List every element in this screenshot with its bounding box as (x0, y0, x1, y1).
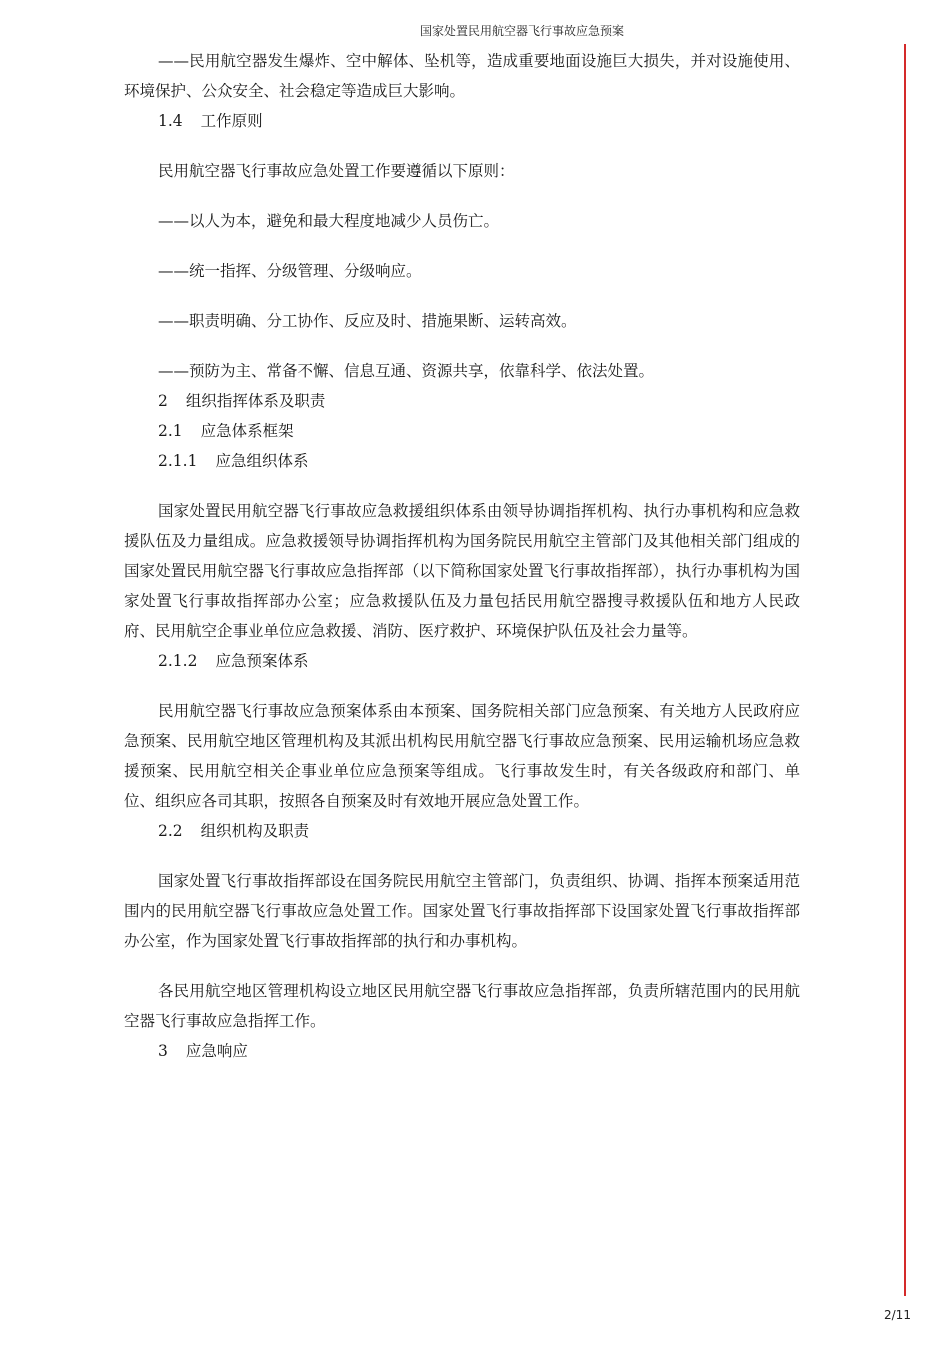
section-heading (124, 386, 800, 416)
paragraph: ——民用航空器发生爆炸、空中解体、坠机等，造成重要地面设施巨大损失，并对设施使用、环境保护、公众安全、社会稳定等造成巨大影响。 (124, 52, 800, 100)
page-number: 2/11 (884, 1308, 911, 1322)
paragraph: 民用航空器飞行事故应急处置工作要遵循以下原则： (158, 162, 515, 180)
section-number: 1.4 (158, 112, 183, 130)
section-number: 2.2 (158, 822, 183, 840)
section-title: 组织指挥体系及职责 (185, 392, 326, 410)
section-number: 2.1.2 (158, 652, 198, 670)
list-item: ——统一指挥、分级管理、分级响应。 (158, 262, 422, 280)
section-title: 工作原则 (200, 112, 263, 130)
paragraph: 各民用航空地区管理机构设立地区民用航空器飞行事故应急指挥部，负责所辖范围内的民用航空器飞行事故应急指挥工作。 (124, 982, 800, 1030)
section-heading (124, 816, 800, 846)
section-heading (124, 446, 800, 476)
list-item: ——职责明确、分工协作、反应及时、措施果断、运转高效。 (158, 312, 577, 330)
section-title: 应急体系框架 (200, 422, 294, 440)
section-number: 2.1 (158, 422, 183, 440)
paragraph: 国家处置民用航空器飞行事故应急救援组织体系由领导协调指挥机构、执行办事机构和应急救援队伍及力量组成。应急救援领导协调指挥机构为国务院民用航空主管部门及其他相关部门组成的国家处置民用航空器飞行事故应急指挥部（以下简称国家处置飞行事故指挥部），执行办事机构为国家处置飞行事故指挥部办公室；应急救援队伍及力量包括民用航空器搜寻救援队伍和地方人民政府、民用航空企事业单位应急救援、消防、医疗救护、环境保护队伍及社会力量等。 (124, 502, 800, 640)
section-heading (124, 106, 800, 136)
section-heading (124, 1036, 800, 1066)
document-body (124, 46, 800, 1066)
section-title: 组织机构及职责 (200, 822, 310, 840)
section-number: 2.1.1 (158, 452, 198, 470)
page-header: 国家处置民用航空器飞行事故应急预案 (420, 24, 625, 38)
section-title: 应急组织体系 (215, 452, 309, 470)
section-title: 应急预案体系 (215, 652, 309, 670)
section-number: 2 (158, 392, 168, 410)
paragraph: 民用航空器飞行事故应急预案体系由本预案、国务院相关部门应急预案、有关地方人民政府应急预案、民用航空地区管理机构及其派出机构民用航空器飞行事故应急预案、民用运输机场应急救援预案、民用航空相关企事业单位应急预案等组成。飞行事故发生时，有关各级政府和部门、单位、组织应各司其职，按照各自预案及时有效地开展应急处置工作。 (124, 702, 800, 810)
paragraph: 国家处置飞行事故指挥部设在国务院民用航空主管部门，负责组织、协调、指挥本预案适用范围内的民用航空器飞行事故应急处置工作。国家处置飞行事故指挥部下设国家处置飞行事故指挥部办公室，作为国家处置飞行事故指挥部的执行和办事机构。 (124, 872, 800, 950)
section-number: 3 (158, 1042, 168, 1060)
section-heading (124, 416, 800, 446)
section-title: 应急响应 (185, 1042, 248, 1060)
margin-rule (904, 44, 906, 1296)
section-heading (124, 646, 800, 676)
list-item: ——预防为主、常备不懈、信息互通、资源共享，依靠科学、依法处置。 (158, 362, 655, 380)
list-item: ——以人为本，避免和最大程度地减少人员伤亡。 (158, 212, 500, 230)
